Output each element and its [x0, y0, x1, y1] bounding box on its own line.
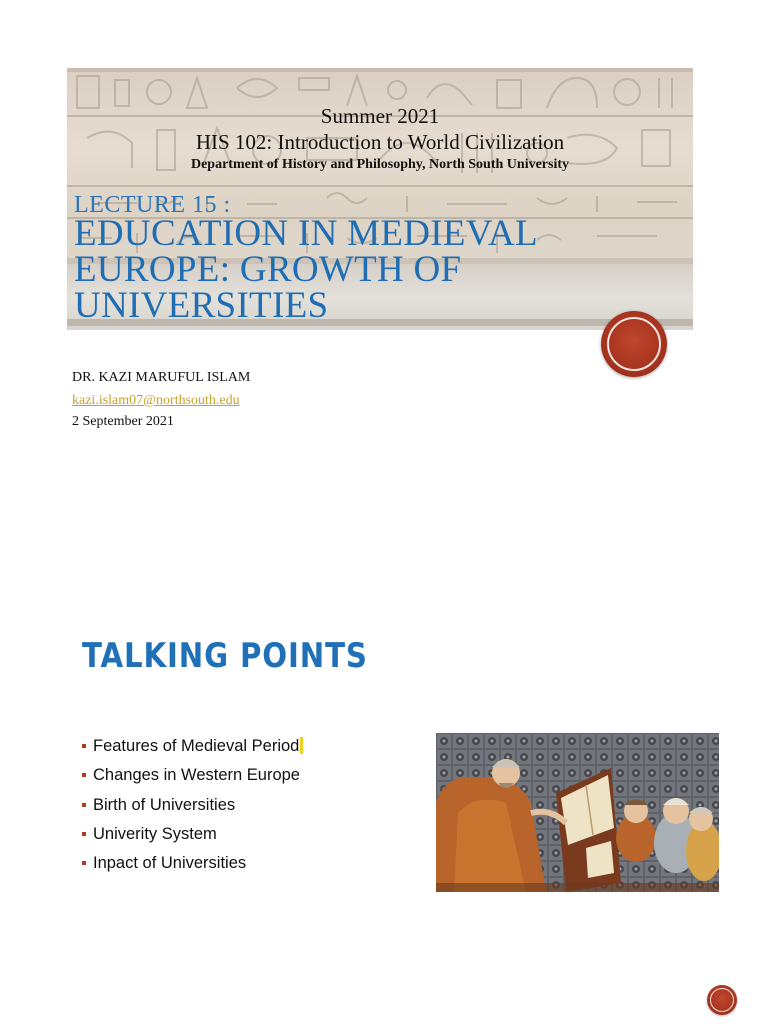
- list-item-label: Features of Medieval Period: [93, 737, 300, 755]
- list-item: [82, 766, 303, 795]
- lecture-title: EDUCATION IN MEDIEVAL EUROPE: GROWTH OF UNIVERSITIES: [74, 213, 537, 326]
- bullet-icon: [82, 773, 86, 777]
- talking-points-heading: TALKING POINTS: [82, 636, 368, 676]
- text-cursor-icon: [300, 737, 303, 754]
- medieval-teacher-illustration: [436, 733, 719, 892]
- list-item-label: Univerity System: [93, 824, 217, 843]
- department-name: Department of History and Philosophy, North South University: [190, 157, 570, 172]
- term-label: Summer 2021: [320, 104, 440, 128]
- decorative-circle-badge: [601, 311, 667, 377]
- list-item-label: Changes in Western Europe: [93, 766, 300, 785]
- list-item: [82, 737, 303, 766]
- list-item-label: Birth of Universities: [93, 795, 236, 814]
- title-banner: [67, 68, 693, 330]
- list-item: [82, 854, 303, 883]
- bullet-icon: [82, 832, 86, 836]
- bullet-icon: [82, 861, 86, 865]
- list-item: [82, 825, 303, 854]
- bullet-icon: [82, 744, 86, 748]
- page-marker-circle: [707, 985, 737, 1015]
- lecture-number: LECTURE 15 :: [74, 192, 231, 218]
- author-name: DR. KAZI MARUFUL ISLAM: [72, 370, 251, 385]
- author-email-link[interactable]: kazi.islam07@northsouth.edu: [72, 393, 240, 408]
- list-item: [82, 796, 303, 825]
- bullet-icon: [82, 803, 86, 807]
- course-name: HIS 102: Introduction to World Civilization: [195, 130, 565, 154]
- list-item-label: Inpact of Universities: [93, 854, 247, 873]
- talking-points-list: [82, 737, 303, 883]
- lecture-date: 2 September 2021: [72, 414, 174, 429]
